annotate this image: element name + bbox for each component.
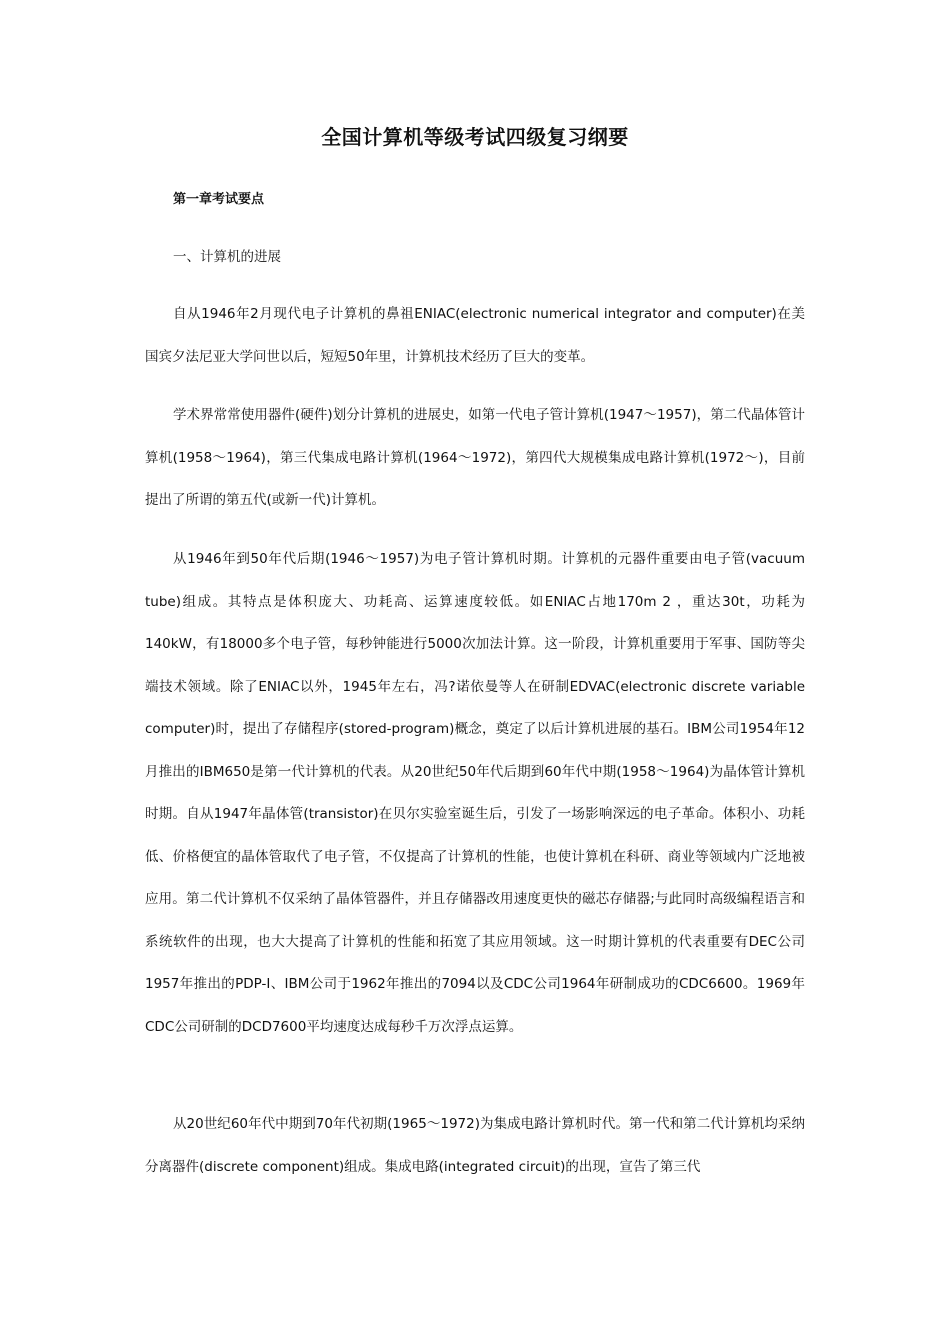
section-heading: 一、计算机的进展 [173,249,281,265]
paragraph-eniac-intro: 自从1946年2月现代电子计算机的鼻祖ENIAC(electronic numerical integrator and computer)在美国宾夕法尼亚大学问世以后，短短50年里，计算机技术经历了巨大的变革。 [145,306,805,365]
paragraph-integrated-circuit-era: 从20世纪60年代中期到70年代初期(1965～1972)为集成电路计算机时代。第一代和第二代计算机均采纳分离器件(discrete component)组成。集成电路(integrated circuit)的出现，宣告了第三代 [145,1116,805,1175]
chapter-heading: 第一章考试要点 [173,192,265,207]
paragraph-vacuum-tube-era: 从1946年到50年代后期(1946～1957)为电子管计算机时期。计算机的元器件重要由电子管(vacuum tube)组成。其特点是体积庞大、功耗高、运算速度较低。如ENIAC占地170m 2 ，重达30t，功耗为140kW，有18000多个电子管，每秒钟能进行5000次加法计算。这一阶段，计算机重要用于军事、国防等尖端技术领域。除了ENIAC以外，1945年左右，冯?诺依曼等人在研制EDVAC(electronic discrete variable computer)时，提出了存储程序(stored-program)概念，奠定了以后计算机进展的基石。IBM公司1954年12月推出的IBM650是第一代计算机的代表。从20世纪50年代后期到60年代中期(1958～1964)为晶体管计算机时期。自从1947年晶体管(transistor)在贝尔实验室诞生后，引发了一场影响深远的电子革命。体积小、功耗低、价格便宜的晶体管取代了电子管，不仅提高了计算机的性能，也使计算机在科研、商业等领域内广泛地被应用。第二代计算机不仅采纳了晶体管器件，并且存储器改用速度更快的磁芯存储器;与此同时高级编程语言和系统软件的出现，也大大提高了计算机的性能和拓宽了其应用领域。这一时期计算机的代表重要有DEC公司1957年推出的PDP-I、IBM公司于1962年推出的7094以及CDC公司1964年研制成功的CDC6600。1969年CDC公司研制的DCD7600平均速度达成每秒千万次浮点运算。 [145,551,805,1035]
document-title: 全国计算机等级考试四级复习纲要 [321,125,629,149]
paragraph-generations: 学术界常常使用器件(硬件)划分计算机的进展史，如第一代电子管计算机(1947～1957)，第二代晶体管计算机(1958～1964)，第三代集成电路计算机(1964～1972)，第四代大规模集成电路计算机(1972～)，目前提出了所谓的第五代(或新一代)计算机。 [145,407,805,508]
